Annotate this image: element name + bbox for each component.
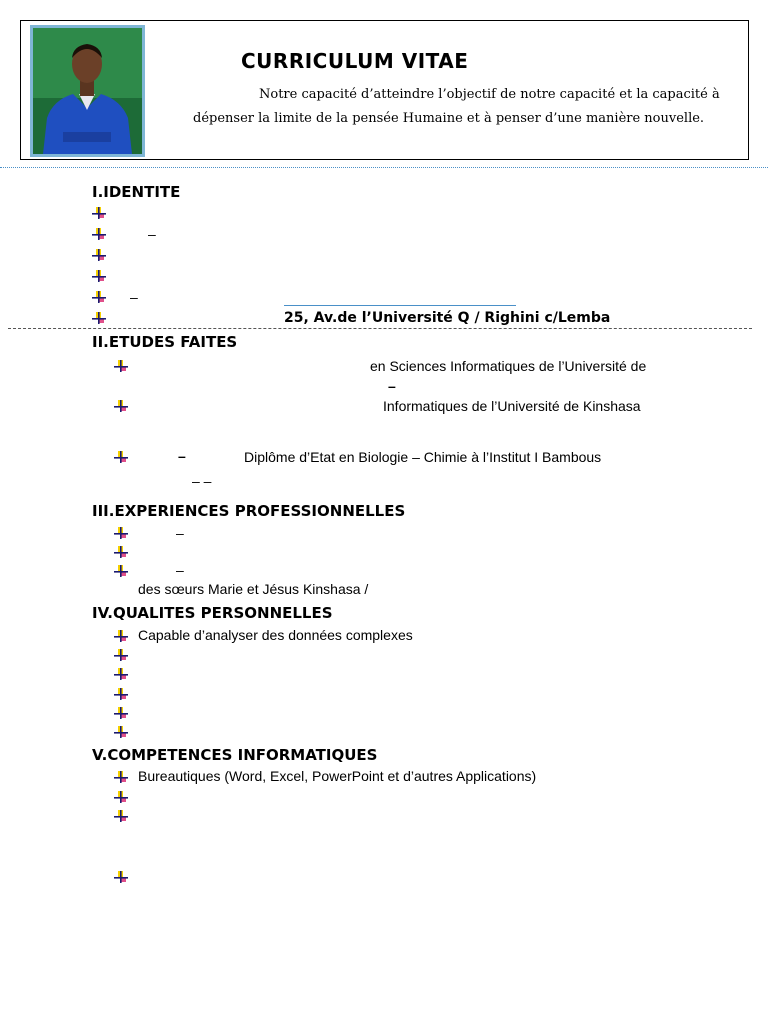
bullet-icon <box>92 311 106 325</box>
experience-line-3: des sœurs Marie et Jésus Kinshasa / <box>138 581 369 597</box>
section-heading-qualites: IV.QUALITES PERSONNELLES <box>92 604 333 622</box>
bullet-icon <box>114 526 128 540</box>
bullet-icon <box>114 870 128 884</box>
identite-dash: – <box>148 226 156 242</box>
bullet-icon <box>114 629 128 643</box>
bullet-icon <box>114 359 128 373</box>
bullet-icon <box>114 648 128 662</box>
bullet-icon <box>114 545 128 559</box>
bullet-icon <box>114 687 128 701</box>
profile-photo <box>30 25 145 157</box>
bullet-icon <box>92 290 106 304</box>
section-heading-identite: I.IDENTITE <box>92 183 181 201</box>
bullet-icon <box>114 667 128 681</box>
bullet-icon <box>92 269 106 283</box>
address-underline <box>284 305 516 306</box>
experience-dash: – <box>176 525 184 541</box>
bullet-icon <box>114 790 128 804</box>
etudes-item-2: Informatiques de l’Université de Kinshasa <box>383 398 641 414</box>
motto-line-1: Notre capacité d’atteindre l’objectif de notre capacité et la capacité à <box>259 87 720 102</box>
bullet-icon <box>92 206 106 220</box>
etudes-item-3-dash: – <box>178 448 186 464</box>
section-heading-experiences: III.EXPERIENCES PROFESSIONNELLES <box>92 502 406 520</box>
section-heading-etudes: II.ETUDES FAITES <box>92 333 238 351</box>
bullet-icon <box>114 706 128 720</box>
bullet-icon <box>114 770 128 784</box>
etudes-item-3-sub: – – <box>192 473 212 489</box>
qualites-item-1: Capable d’analyser des données complexes <box>138 627 413 643</box>
etudes-item-1-dash: – <box>388 378 396 394</box>
dotted-divider <box>0 167 768 168</box>
identite-dash: – <box>130 289 138 305</box>
competences-item-1: Bureautiques (Word, Excel, PowerPoint et d’autres Applications) <box>138 768 537 784</box>
bullet-icon <box>114 725 128 739</box>
bullet-icon <box>92 227 106 241</box>
cv-title: CURRICULUM VITAE <box>241 49 469 73</box>
bullet-icon <box>92 248 106 262</box>
section-heading-competences: V.COMPETENCES INFORMATIQUES <box>92 746 378 764</box>
bullet-icon <box>114 450 128 464</box>
address-text: 25, Av.de l’Université Q / Righini c/Lemba <box>284 310 611 326</box>
bullet-icon <box>114 399 128 413</box>
header-box <box>20 20 749 160</box>
motto-line-2: dépenser la limite de la pensée Humaine et à penser d’une manière nouvelle. <box>193 111 705 126</box>
bullet-icon <box>114 564 128 578</box>
experience-dash: – <box>176 562 184 578</box>
dashed-divider <box>8 328 752 329</box>
etudes-item-1: en Sciences Informatiques de l’Université de <box>370 358 647 374</box>
bullet-icon <box>114 809 128 823</box>
etudes-item-3: Diplôme d’Etat en Biologie – Chimie à l’Institut I Bambous <box>244 449 602 465</box>
